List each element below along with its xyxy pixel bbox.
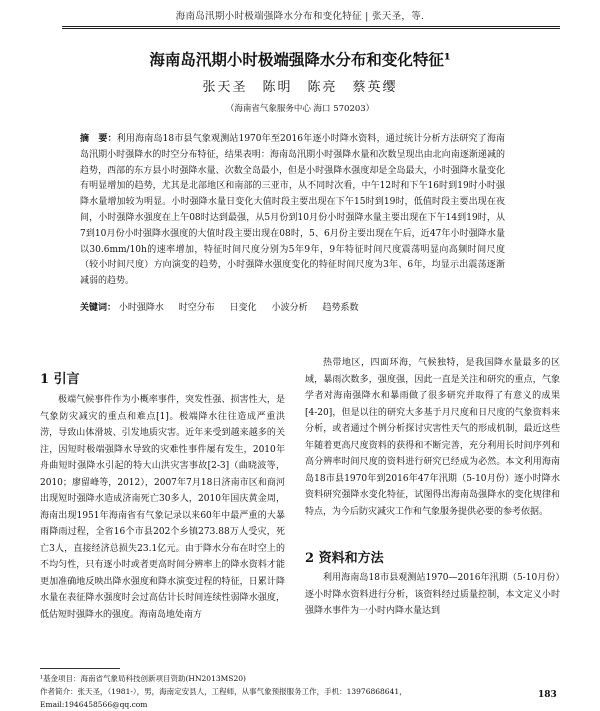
header-rule-secondary [62, 28, 560, 29]
footnote-email: Email:1946458566@qq.com [40, 700, 148, 709]
affiliation: （海南省气象服务中心 海口 570203） [225, 104, 375, 114]
paper-title: 海南岛汛期小时极端强降水分布和变化特征¹ [149, 50, 451, 69]
right-column [305, 355, 560, 520]
authors: 张天圣 陈明 陈亮 蔡英缨 [202, 80, 398, 95]
footnotes [40, 672, 520, 711]
section-2-paragraph: 利用海南岛18市县观测站1970—2016年汛期（5-10月份）逐小时降水资料进行分析，该资料经过质量控制，本文定义小时强降水事件为一小时内降水量达到 [305, 573, 560, 616]
section-2-body [305, 570, 560, 620]
header-rule [62, 26, 560, 27]
keyword: 小波分析 [271, 303, 308, 313]
keyword: 日变化 [229, 303, 257, 313]
section-1-paragraph-continued: 热带地区，四面环海，气候独特，是我国降水量最多的区域，暴雨次数多，强度强，因此一直是关注和研究的重点，气象学者对海南强降水和暴雨做了很多研究并取得了有意义的成果[4-20]，但是以往的研究大多基于月尺度和日尺度的气象资料来分析，或者通过个例分析探讨灾害性天气的形成机制，最近这些年随着更高尺度资料的获得和不断完善，充分利用长时间序列和高分辨率时间尺度的资料进行研究已经成为必然。本文利用海南岛18市县1970年到2016年47年汛期（5-10月份）逐小时降水资料研究强降水变化特征，试图得出海南岛强降水的变化规律和特点，为今后防灾减灾工作和气象服务提供必要的参考依据。 [305, 358, 560, 517]
keyword: 趋势系数 [322, 303, 359, 313]
footnote-rule [40, 668, 120, 669]
section-1-heading: 1 引言 [40, 372, 80, 387]
abstract [80, 132, 505, 290]
keywords-label: 关键词： [80, 303, 117, 313]
running-head: 海南岛汛期小时极端强降水分布和变化特征 | 张天圣，等. [175, 11, 425, 22]
section-1-paragraph: 极端气候事件作为小概率事件，突发性强、损害性大，是气象防灾减灾的重点和难点[1]。极端降水往往造成严重洪涝，导致山体滑坡、引发地质灾害。近年来受到越来越多的关注，因短时极端强降水导致的灾难性事件屡有发生，2010年舟曲短时强降水引起的特大山洪灾害事故[2-3]（曲晓波等，2010；廖留峰等，2012），2007年7月18日济南市区和商河出现短时强降水造成济南死亡30多人，2010年国庆黄金周，海南出现1951年海南省有气象记录以来60年中最严重的大暴雨降雨过程，全省16个市县202个乡镇273.88万人受灾，死亡3人，直接经济总损失23.1亿元。由于降水分布在时空上的不均匀性，只有逐小时或者更高时间分辨率上的降水资料才能更加准确地反映出降水强度和降水演变过程的特征，日累计降水量在表征降水强度时会过高估计长时间连续性弱降水强度，低估短时强降水的强度。海南岛地处南方 [40, 395, 285, 620]
keyword: 时空分布 [178, 303, 215, 313]
left-column [40, 392, 285, 623]
section-2-heading: 2 资料和方法 [305, 551, 384, 566]
footnote-author-bio: 作者简介：张天圣，（1981-），男，海南定安县人，工程师，从事气象预报服务工作，手机：13976868641， [40, 687, 407, 696]
abstract-text: 利用海南岛18市县气象观测站1970年至2016年逐小时降水资料，通过统计分析方法研究了海南岛汛期小时强降水的时空分布特征，结果表明：海南岛汛期小时强降水量和次数呈现出由北向南逐渐递减的趋势，西部的东方县小时强降水量、次数全岛最小，但是小时强降水强度却是全岛最大，小时强降水量变化有明显增加的趋势，尤其是北部地区和南部的三亚市，从不同时次看，中午12时和下午16时到19时小时强降水量增加较为明显。小时强降水量日变化大值时段主要出现在下午15时到19时，低值时段主要出现在夜间，小时强降水强度在上午08时达到最强，从5月份到10月份小时强降水量主要出现在下午14到19时，从7到10月份小时强降水强度的大值时段主要出现在08时，5、6月份主要出现在午后，近47年小时强降水量以30.6mm/10h的速率增加，特征时间尺度分别为5年9年，9年特征时间尺度震荡明显向高频时间尺度（较小时间尺度）方向演变的趋势，小时强降水强度变化的特征时间尺度为3年、6年，均显示出震荡逐渐减弱的趋势。 [80, 134, 505, 287]
abstract-label: 摘 要： [80, 134, 117, 144]
page-number: 183 [538, 690, 557, 700]
keywords [80, 300, 505, 313]
keyword: 小时强降水 [118, 303, 164, 313]
footnote-funding: ¹基金项目：海南省气象局科技创新项目资助(HN2013MS20) [40, 674, 246, 683]
